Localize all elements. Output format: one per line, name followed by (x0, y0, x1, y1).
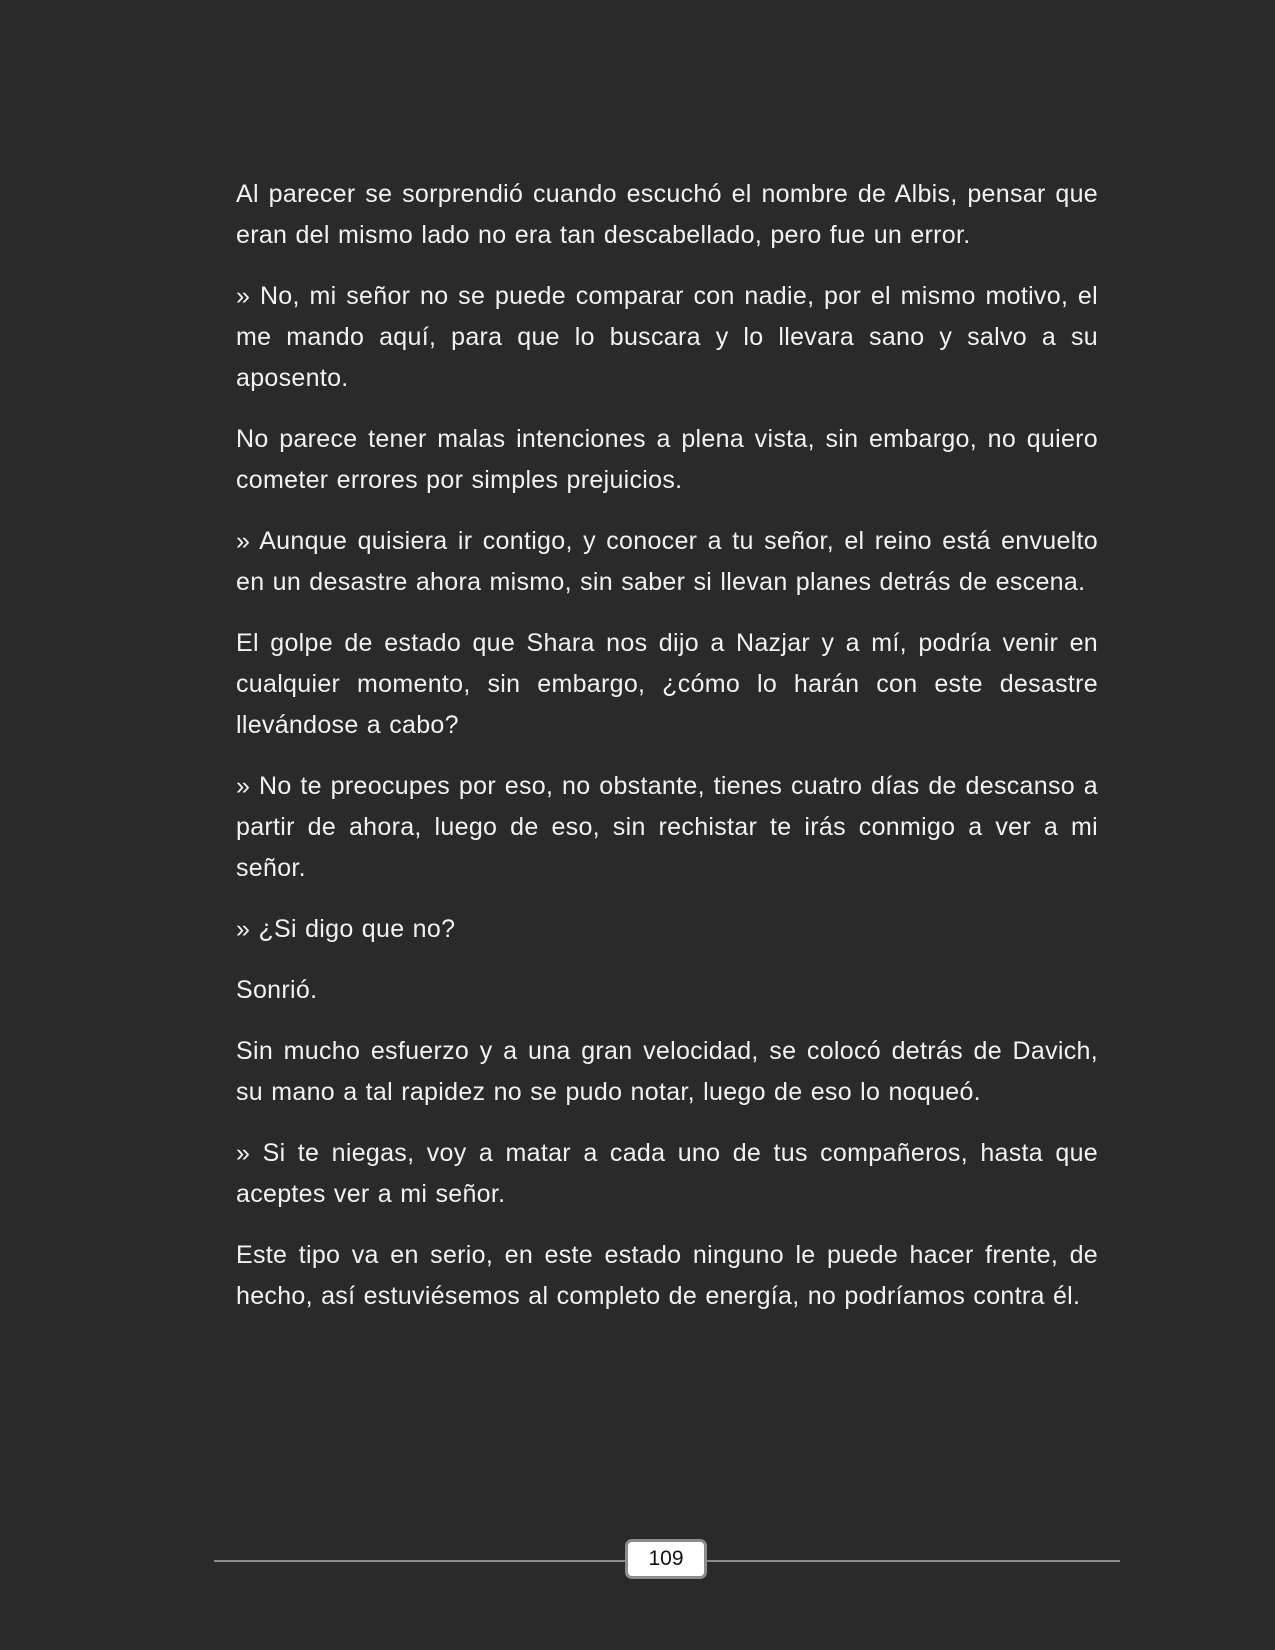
paragraph-5: El golpe de estado que Shara nos dijo a Nazjar y a mí, podría venir en cualquier momento, sin embargo, ¿cómo lo harán con este desastre llevándose a cabo? (236, 629, 1098, 739)
paragraph-6: » No te preocupes por eso, no obstante, tienes cuatro días de descanso a partir de ahora, luego de eso, sin rechistar te irás conmigo a ver a mi señor. (236, 772, 1098, 882)
paragraph-8: Sonrió. (236, 976, 318, 1004)
paragraph-10: » Si te niegas, voy a matar a cada uno de tus compañeros, hasta que aceptes ver a mi señor. (236, 1139, 1098, 1208)
paragraph-9: Sin mucho esfuerzo y a una gran velocidad, se colocó detrás de Davich, su mano a tal rapidez no se pudo notar, luego de eso lo noqueó. (236, 1037, 1098, 1106)
paragraph-7: » ¿Si digo que no? (236, 915, 456, 943)
page-number: 109 (625, 1539, 707, 1579)
paragraph-3: No parece tener malas intenciones a plena vista, sin embargo, no quiero cometer errores por simples prejuicios. (236, 425, 1098, 494)
paragraph-4: » Aunque quisiera ir contigo, y conocer a tu señor, el reino está envuelto en un desastre ahora mismo, sin saber si llevan planes detrás de escena. (236, 527, 1098, 596)
paragraph-2: » No, mi señor no se puede comparar con nadie, por el mismo motivo, el me mando aquí, para que lo buscara y lo llevara sano y salvo a su aposento. (236, 282, 1098, 392)
paragraph-1: Al parecer se sorprendió cuando escuchó el nombre de Albis, pensar que eran del mismo lado no era tan descabellado, pero fue un error. (236, 180, 1098, 249)
paragraph-11: Este tipo va en serio, en este estado ninguno le puede hacer frente, de hecho, así estuviésemos al completo de energía, no podríamos contra él. (236, 1241, 1098, 1310)
body-text (236, 174, 1098, 1337)
